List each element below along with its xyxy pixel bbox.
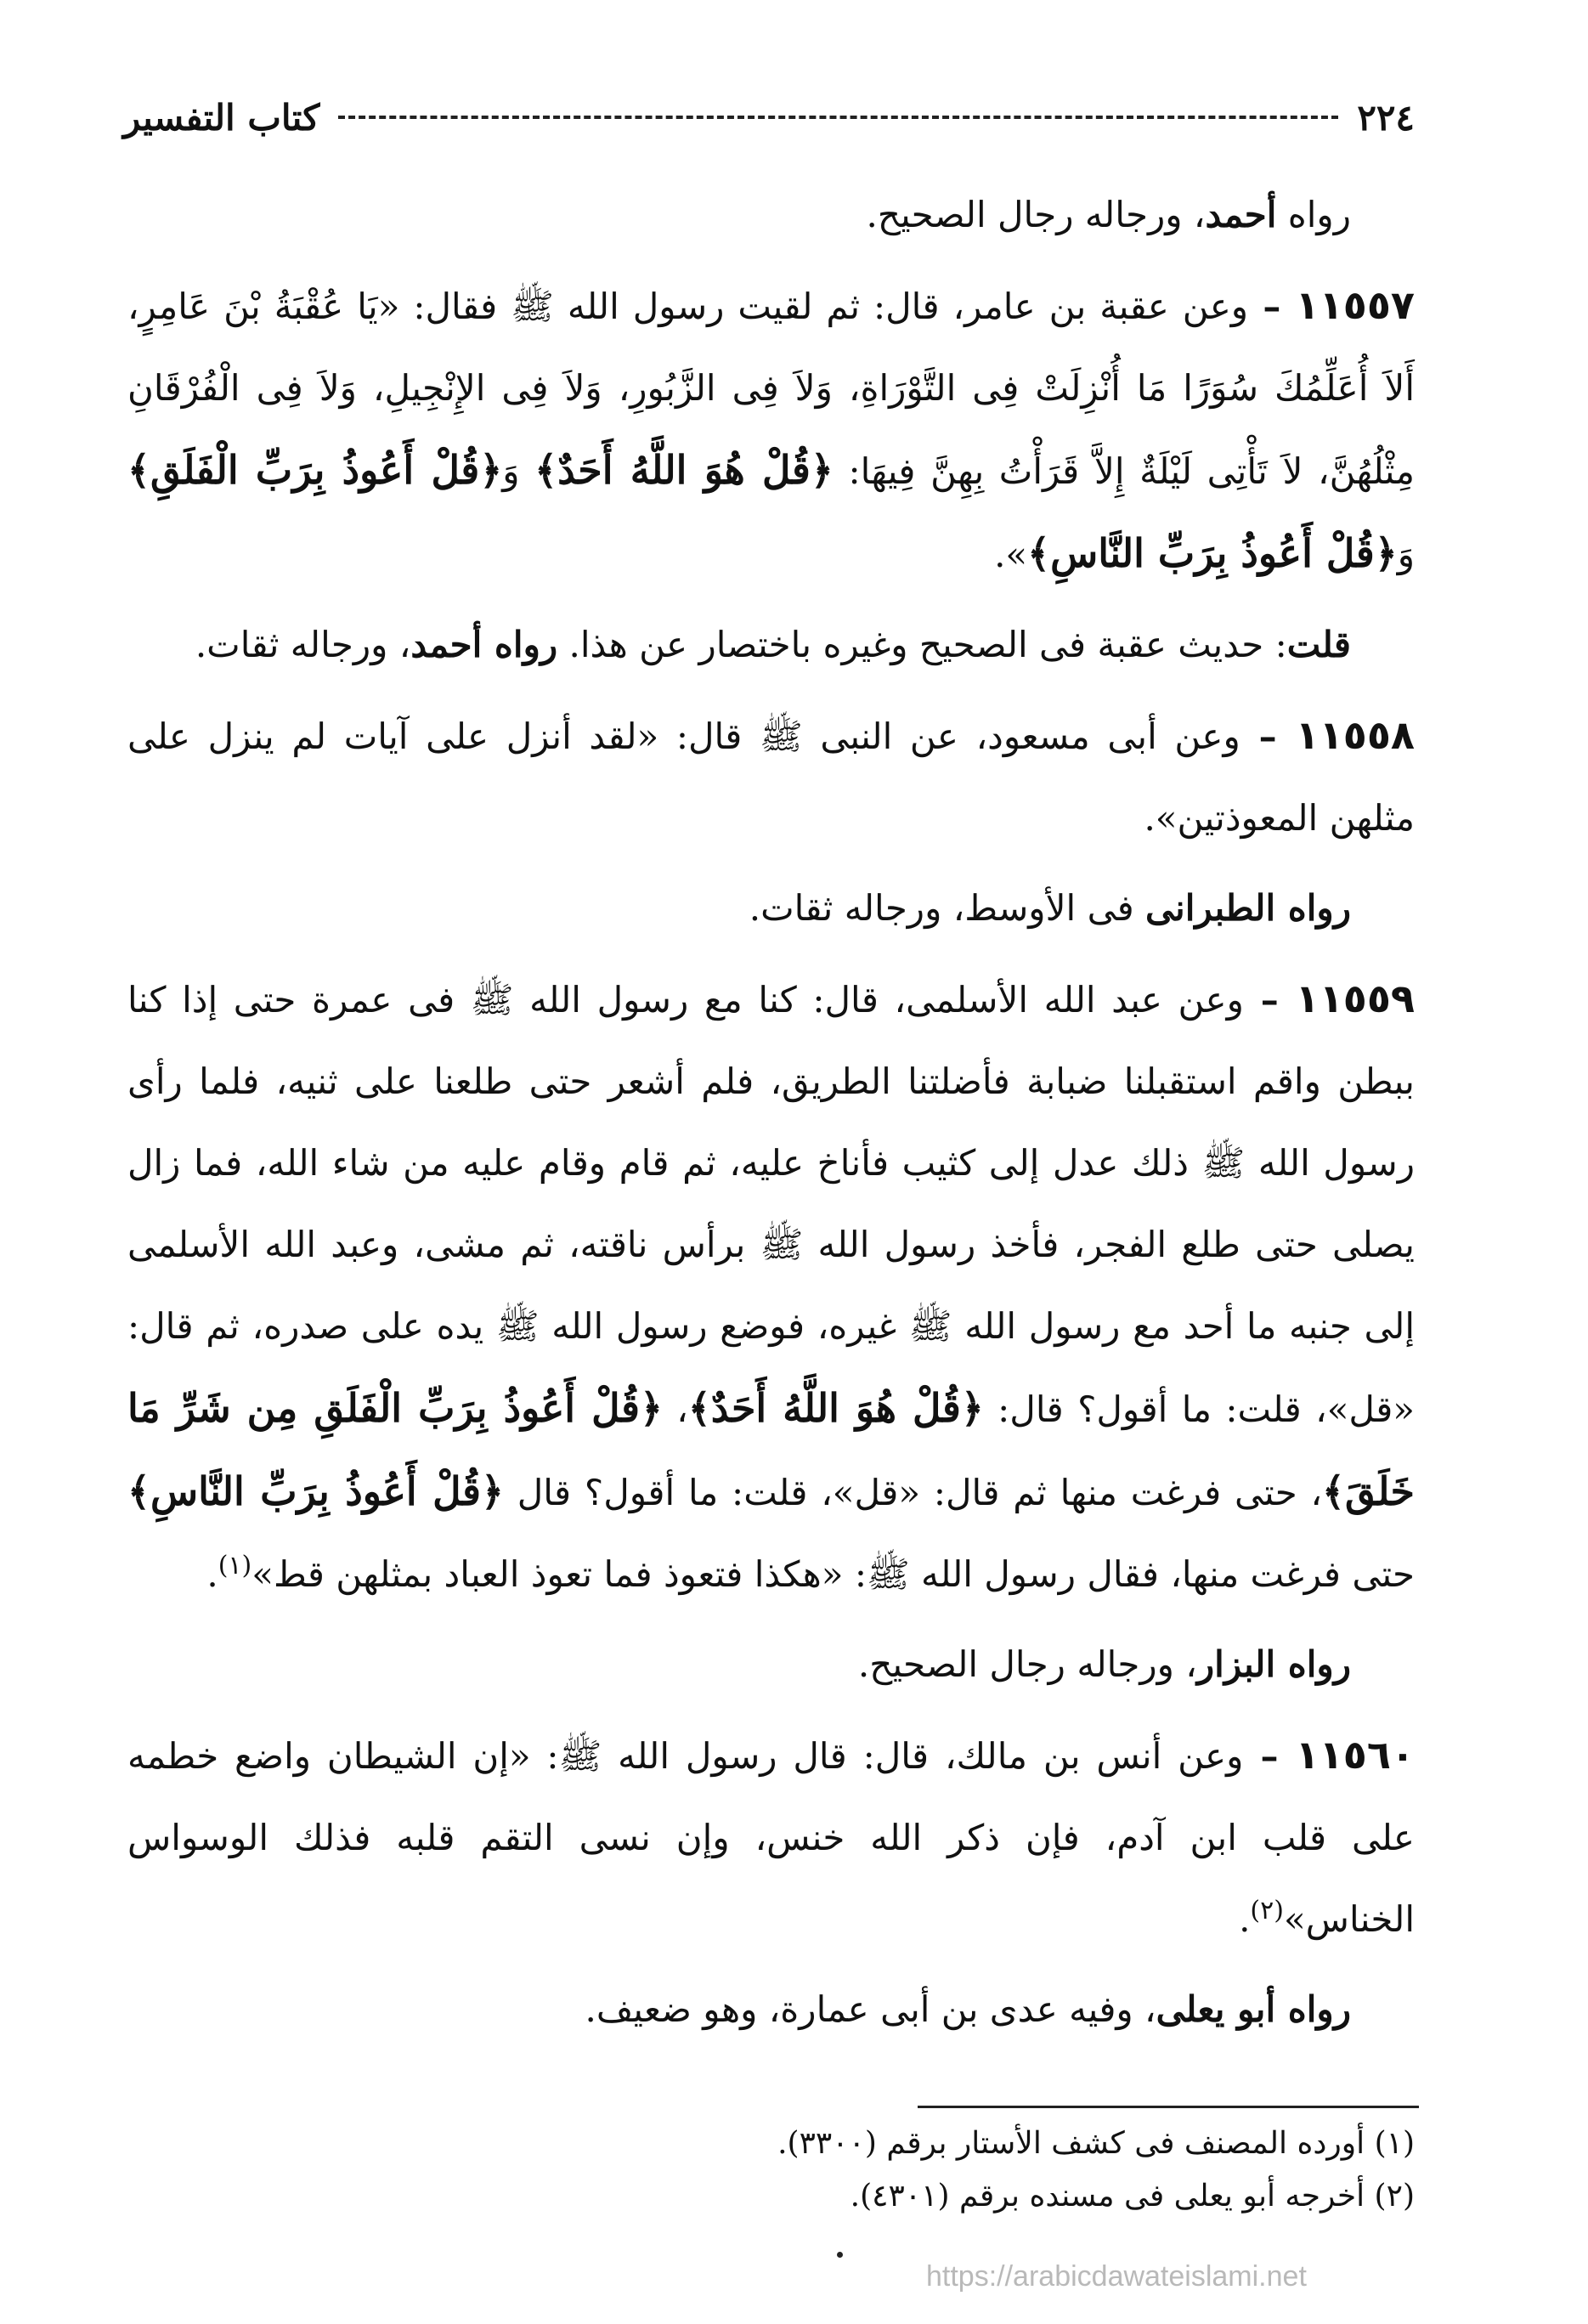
bold-text: رواه أبو يعلى (1156, 1988, 1351, 2030)
text-run: ، (662, 1388, 688, 1430)
hadith-number: ١١٥٦٠ (1295, 1732, 1415, 1778)
text-run: وَ (1397, 534, 1415, 575)
text-run: وعن أبى مسعود، عن النبى ﷺ قال: «لقد أنزل على آيات لم ينزل على مثلهن المعوذتين». (127, 715, 1415, 839)
hadith-paragraph (127, 958, 1415, 1615)
hadith-paragraph (127, 694, 1415, 859)
number-dash: – (1243, 1735, 1296, 1777)
number-dash: – (1240, 715, 1296, 757)
watermark-url: https://arabicdawateislami.net (926, 2260, 1307, 2293)
hadith-paragraph (127, 1714, 1415, 1960)
text-run: ، وفيه عدى بن أبى عمارة، وهو ضعيف. (585, 1988, 1156, 2030)
text-run: وعن عبد الله الأسلمى، قال: كنا مع رسول الله ﷺ فى عمرة حتى إذا كنا ببطن واقم استقبلنا ضبابة فأضلتنا الطريق، فلم أشعر حتى طلعنا على ثنيه، فلما رأى رسول الله ﷺ ذلك عدل إلى كثيب فأناخ عليه، ثم قام وقام عليه من شاء الله، فما زال يصلى حتى طلع الفجر، فأخذ رسول الله ﷺ برأس ناقته، ثم مشى، وعبد الله الأسلمى إلى جنبه ما أحد مع رسول الله ﷺ غيره، فوضع رسول الله ﷺ يده على صدره، ثم قال: «قل»، قلت: ما أقول؟ قال: (127, 979, 1416, 1430)
footnote-2: (٢) أخرجه أبو يعلى فى مسنده برقم (٤٣٠١). (850, 2179, 1415, 2214)
text-run: ، ورجاله رجال الصحيح. (866, 194, 1206, 235)
text-run: : حديث عقبة فى الصحيح وغيره باختصار عن هذا. (557, 624, 1287, 665)
quran-verse: ﴿قُلْ هُوَ اللَّهُ أَحَدٌ﴾ (534, 447, 834, 493)
book-title: كتاب التفسير (123, 96, 320, 139)
text-run: وَ (502, 450, 535, 492)
quran-verse: ﴿قُلْ أَعُوذُ بِرَبِّ الْفَلَقِ﴾ (127, 447, 503, 493)
text-run: ، ورجاله ثقات. (195, 624, 411, 665)
quran-verse: ﴿قُلْ أَعُوذُ بِرَبِّ النَّاسِ﴾ (1027, 530, 1398, 576)
text-run: حتى فرغت منها، فقال رسول الله ﷺ: «هكذا فتعوذ فما تعوذ العباد بمثلهن قط» (251, 1553, 1415, 1595)
text-run: . (206, 1553, 218, 1595)
hadith-number: ١١٥٥٩ (1295, 975, 1416, 1021)
footnote-ref: (٢) (1250, 1896, 1284, 1925)
footnote-ref: (١) (218, 1551, 252, 1580)
hadith-number: ١١٥٥٨ (1295, 712, 1415, 758)
text-run: فى الأوسط، ورجاله ثقات. (749, 887, 1145, 929)
bold-text: قلت (1286, 624, 1351, 665)
text-run: ». (994, 534, 1028, 575)
quran-verse: ﴿قُلْ أَعُوذُ بِرَبِّ الْفَلَقِ مِن شَرِّ مَا خَلَقَ﴾ (127, 1385, 1415, 1514)
text-run: ، ورجاله رجال الصحيح. (857, 1643, 1197, 1685)
footnotes (127, 2118, 1415, 2223)
narration-note (127, 174, 1415, 256)
narration-note (127, 604, 1415, 686)
footnote-separator (918, 2106, 1419, 2108)
running-header (123, 92, 1415, 143)
bold-text: رواه البزار (1196, 1643, 1351, 1685)
text-run: ، حتى فرغت منها ثم قال: «قل»، قلت: ما أقول؟ قال (503, 1472, 1323, 1513)
text-run: . (1239, 1898, 1251, 1940)
bold-text: أحمد (1205, 194, 1277, 235)
bold-text: رواه الطبرانى (1145, 887, 1351, 929)
narration-note (127, 868, 1415, 949)
page-number: ٢٢٤ (1357, 96, 1415, 139)
hadith-paragraph (127, 264, 1415, 596)
stray-dot (837, 2252, 843, 2258)
header-dashed-rule (338, 116, 1338, 119)
number-dash: – (1243, 979, 1296, 1021)
narration-note (127, 1624, 1415, 1705)
quran-verse: ﴿قُلْ هُوَ اللَّهُ أَحَدٌ﴾ (687, 1385, 984, 1431)
narration-note (127, 1969, 1415, 2050)
text-run: وعن أنس بن مالك، قال: قال رسول الله ﷺ: «إن الشيطان واضع خطمه على قلب ابن آدم، فإن ذكر الله خنس، وإن نسى التقم قلبه فذلك الوسواس الخناس» (127, 1735, 1415, 1940)
quran-verse: ﴿قُلْ أَعُوذُ بِرَبِّ النَّاسِ﴾ (127, 1468, 504, 1514)
main-text (127, 174, 1415, 2059)
text-run: رواه (1276, 194, 1351, 235)
text-run: وعن عقبة بن عامر، قال: ثم لقيت رسول الله ﷺ فقال: «يَا عُقْبَةُ بْنَ عَامِرٍ، أَلاَ أُعَلِّمُكَ سُوَرًا مَا أُنْزِلَتْ فِى التَّوْرَاةِ، وَلاَ فِى الزَّبُورِ، وَلاَ فِى الإِنْجِيلِ، وَلاَ فِى الْفُرْقَانِ مِثْلُهُنَّ، لاَ تَأْتِى لَيْلَةٌ إِلاَّ قَرَأْتُ بِهِنَّ فِيهَا: (127, 286, 1415, 492)
hadith-number: ١١٥٥٧ (1295, 282, 1415, 328)
number-dash: – (1248, 286, 1296, 327)
footnote-1: (١) أورده المصنف فى كشف الأستار برقم (٣٣٠٠). (777, 2126, 1415, 2161)
bold-text: رواه أحمد (410, 624, 558, 665)
